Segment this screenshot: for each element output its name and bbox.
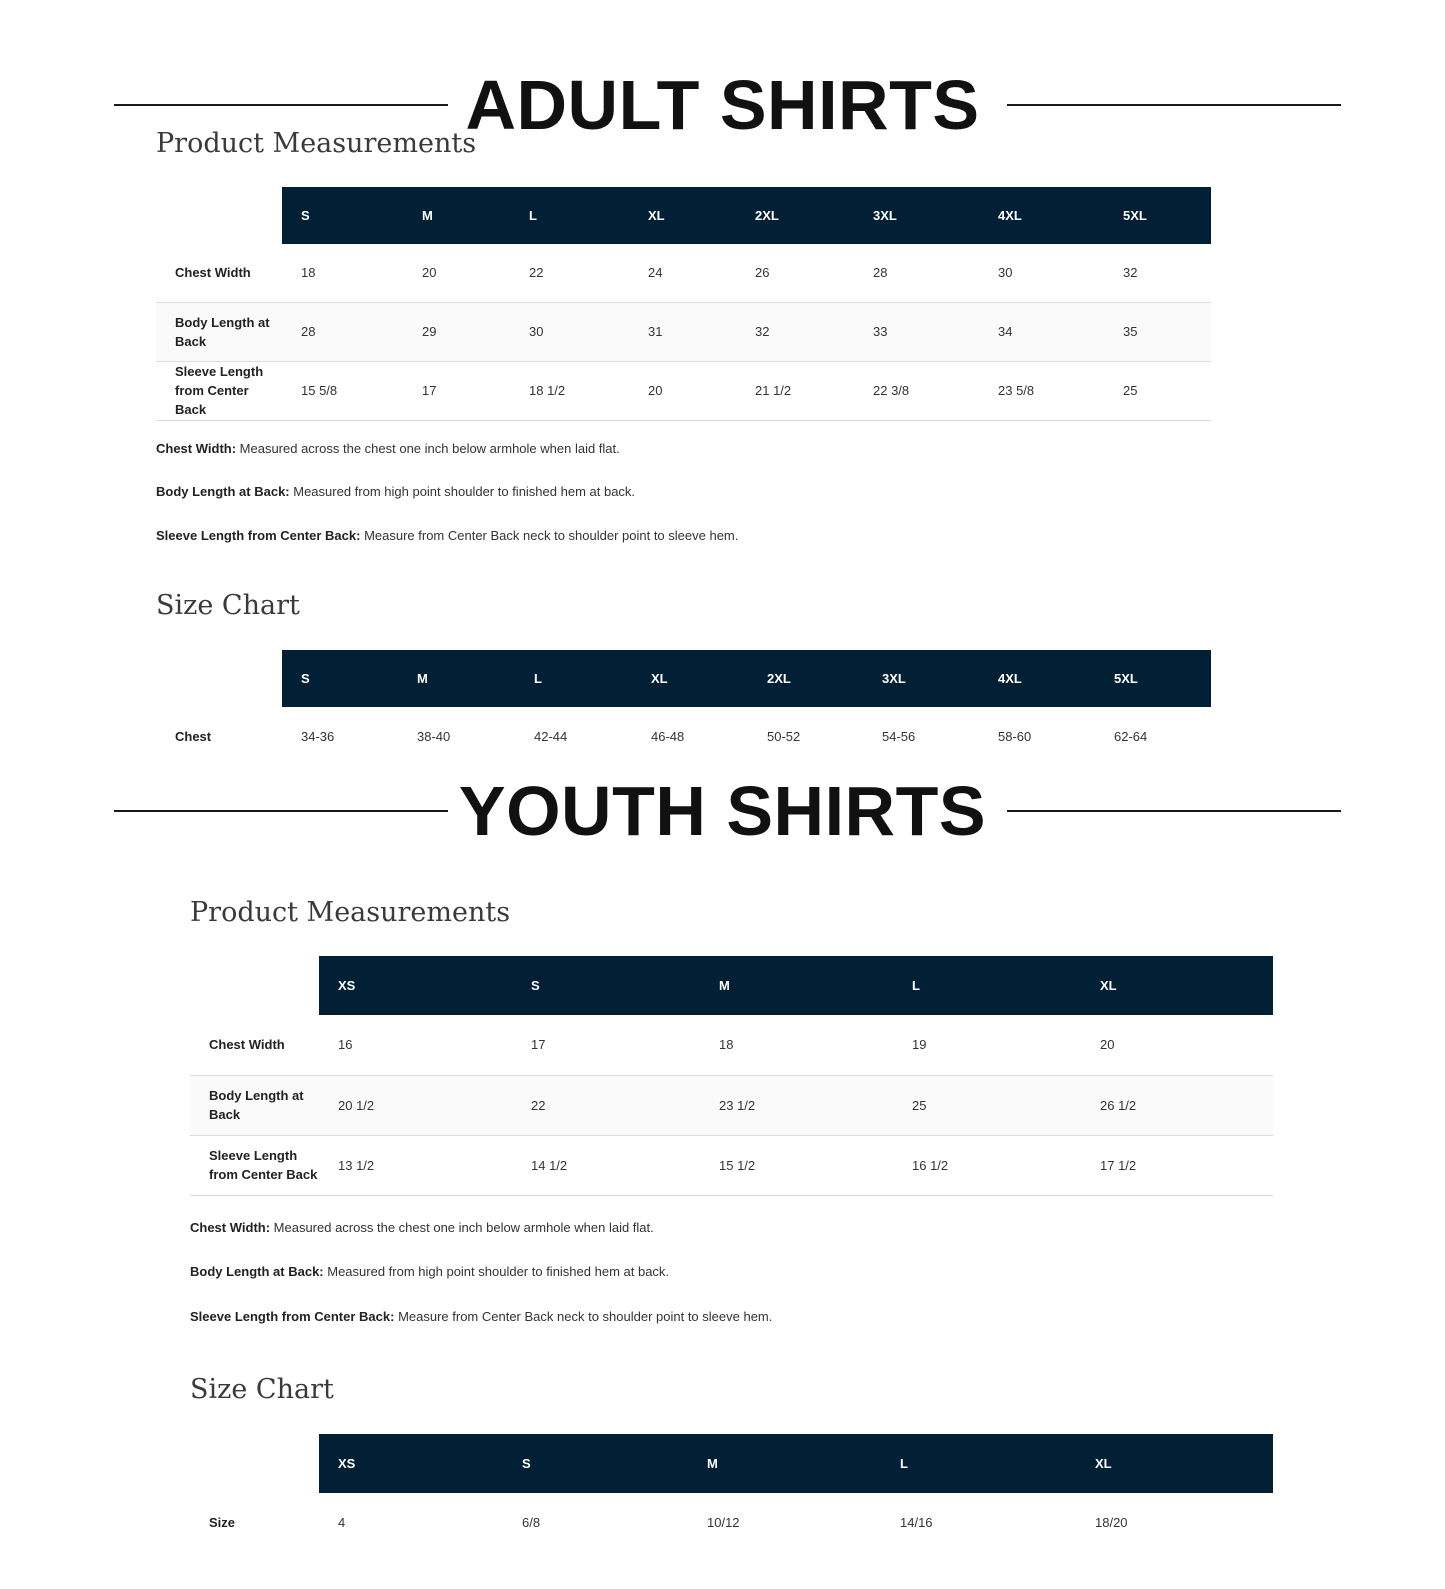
cell-value: 20 1/2 bbox=[319, 1075, 512, 1135]
row-label: Size bbox=[209, 1515, 236, 1530]
adult-measurements-title: Product Measurements bbox=[156, 128, 477, 159]
cell-value: 24 bbox=[629, 244, 736, 302]
youth-banner bbox=[0, 772, 1445, 850]
youth-banner-title: YOUTH SHIRTS bbox=[458, 772, 987, 850]
cell-value: 26 1/2 bbox=[1081, 1075, 1273, 1135]
cell-value: 26 bbox=[736, 244, 854, 302]
size-header: XL bbox=[1076, 1434, 1273, 1493]
note-sleeve-length: Sleeve Length from Center Back: Measure from Center Back neck to shoulder point to sleeve hem. bbox=[156, 528, 739, 543]
table-row bbox=[156, 707, 1211, 765]
cell-value: 22 bbox=[510, 244, 629, 302]
cell-value: 16 1/2 bbox=[893, 1135, 1081, 1195]
size-header: 3XL bbox=[854, 187, 979, 244]
size-header: L bbox=[893, 956, 1081, 1015]
cell-value: 18/20 bbox=[1095, 1515, 1128, 1530]
size-header: S bbox=[512, 956, 700, 1015]
cell-value: 17 bbox=[512, 1015, 700, 1075]
row-label: Chest Width bbox=[190, 1015, 319, 1075]
banner-rule-right bbox=[1007, 810, 1341, 812]
adult-size-chart-table bbox=[156, 650, 1211, 765]
table-row bbox=[190, 1075, 1273, 1135]
cell-value: 20 bbox=[403, 244, 510, 302]
cell-value: 18 bbox=[282, 244, 403, 302]
note-chest-width: Chest Width: Measured across the chest one inch below armhole when laid flat. bbox=[156, 441, 620, 456]
cell-value: 20 bbox=[629, 361, 736, 420]
cell-value: 46-48 bbox=[651, 728, 685, 744]
corner-cell bbox=[190, 956, 319, 1015]
cell-value: 34 bbox=[979, 302, 1104, 361]
note-body-length: Body Length at Back: Measured from high point shoulder to finished hem at back. bbox=[190, 1264, 670, 1279]
cell-value: 30 bbox=[510, 302, 629, 361]
cell-value: 17 1/2 bbox=[1081, 1135, 1273, 1195]
size-header: L bbox=[510, 187, 629, 244]
row-label: Chest bbox=[175, 728, 212, 744]
row-label: Body Length at Back bbox=[190, 1075, 319, 1135]
cell-value: 29 bbox=[403, 302, 510, 361]
size-header: M bbox=[700, 956, 893, 1015]
size-header: XL bbox=[1081, 956, 1273, 1015]
cell-value: 35 bbox=[1104, 302, 1211, 361]
cell-value: 58-60 bbox=[998, 728, 1032, 744]
youth-size-chart-table bbox=[190, 1434, 1273, 1552]
cell-value: 6/8 bbox=[522, 1515, 541, 1530]
cell-value: 62-64 bbox=[1114, 728, 1148, 744]
cell-value: 28 bbox=[282, 302, 403, 361]
row-label: Sleeve Length from Center Back bbox=[156, 361, 282, 420]
size-header: L bbox=[881, 1434, 1076, 1493]
cell-value: 17 bbox=[403, 361, 510, 420]
note-chest-width: Chest Width: Measured across the chest one inch below armhole when laid flat. bbox=[190, 1220, 654, 1235]
size-header: 3XL bbox=[863, 650, 979, 707]
size-header: 2XL bbox=[736, 187, 854, 244]
corner-cell bbox=[156, 650, 282, 707]
cell-value: 22 3/8 bbox=[854, 361, 979, 420]
table-row bbox=[156, 361, 1211, 420]
table-row bbox=[156, 244, 1211, 302]
cell-value: 30 bbox=[979, 244, 1104, 302]
cell-value: 16 bbox=[319, 1015, 512, 1075]
cell-value: 32 bbox=[736, 302, 854, 361]
size-header: 5XL bbox=[1104, 187, 1211, 244]
cell-value: 15 5/8 bbox=[282, 361, 403, 420]
table-row bbox=[190, 1135, 1273, 1195]
cell-value: 54-56 bbox=[882, 728, 916, 744]
adult-banner-title: ADULT SHIRTS bbox=[465, 66, 980, 144]
cell-value: 28 bbox=[854, 244, 979, 302]
size-header: XS bbox=[319, 1434, 503, 1493]
cell-value: 42-44 bbox=[534, 728, 568, 744]
row-label: Body Length at Back bbox=[156, 302, 282, 361]
table-row bbox=[190, 1015, 1273, 1075]
size-header: M bbox=[403, 187, 510, 244]
cell-value: 25 bbox=[893, 1075, 1081, 1135]
cell-value: 22 bbox=[512, 1075, 700, 1135]
note-sleeve-length: Sleeve Length from Center Back: Measure from Center Back neck to shoulder point to sleeve hem. bbox=[190, 1309, 773, 1324]
cell-value: 34-36 bbox=[301, 728, 335, 744]
row-label: Sleeve Length from Center Back bbox=[190, 1135, 319, 1195]
cell-value: 32 bbox=[1104, 244, 1211, 302]
table-row bbox=[156, 302, 1211, 361]
cell-value: 4 bbox=[338, 1515, 346, 1530]
size-header: M bbox=[688, 1434, 881, 1493]
youth-measurements-table bbox=[190, 956, 1273, 1196]
adult-measurements-table bbox=[156, 187, 1211, 421]
cell-value: 25 bbox=[1104, 361, 1211, 420]
row-label: Chest Width bbox=[156, 244, 282, 302]
cell-value: 18 1/2 bbox=[510, 361, 629, 420]
size-header: 4XL bbox=[979, 187, 1104, 244]
banner-rule-right bbox=[1007, 104, 1341, 106]
cell-value: 14/16 bbox=[900, 1515, 933, 1530]
size-header: L bbox=[515, 650, 632, 707]
size-header: 5XL bbox=[1095, 650, 1211, 707]
youth-size-chart-title: Size Chart bbox=[190, 1374, 334, 1405]
cell-value: 10/12 bbox=[707, 1515, 740, 1530]
size-header: M bbox=[398, 650, 515, 707]
youth-measurements-title: Product Measurements bbox=[190, 897, 511, 928]
note-body-length: Body Length at Back: Measured from high point shoulder to finished hem at back. bbox=[156, 484, 636, 499]
cell-value: 50-52 bbox=[767, 728, 801, 744]
corner-cell bbox=[190, 1434, 319, 1493]
table-row bbox=[190, 1493, 1273, 1552]
cell-value: 23 5/8 bbox=[979, 361, 1104, 420]
cell-value: 31 bbox=[629, 302, 736, 361]
cell-value: 20 bbox=[1081, 1015, 1273, 1075]
size-header: XS bbox=[319, 956, 512, 1015]
size-header: XL bbox=[629, 187, 736, 244]
size-header: S bbox=[282, 187, 403, 244]
cell-value: 18 bbox=[700, 1015, 893, 1075]
adult-size-chart-title: Size Chart bbox=[156, 590, 300, 621]
size-header: XL bbox=[632, 650, 748, 707]
size-header: 4XL bbox=[979, 650, 1095, 707]
cell-value: 15 1/2 bbox=[700, 1135, 893, 1195]
cell-value: 33 bbox=[854, 302, 979, 361]
cell-value: 21 1/2 bbox=[736, 361, 854, 420]
cell-value: 14 1/2 bbox=[512, 1135, 700, 1195]
size-header: S bbox=[503, 1434, 688, 1493]
cell-value: 19 bbox=[893, 1015, 1081, 1075]
size-header: S bbox=[282, 650, 398, 707]
cell-value: 38-40 bbox=[417, 728, 451, 744]
corner-cell bbox=[156, 187, 282, 244]
cell-value: 13 1/2 bbox=[319, 1135, 512, 1195]
cell-value: 23 1/2 bbox=[700, 1075, 893, 1135]
size-header: 2XL bbox=[748, 650, 863, 707]
